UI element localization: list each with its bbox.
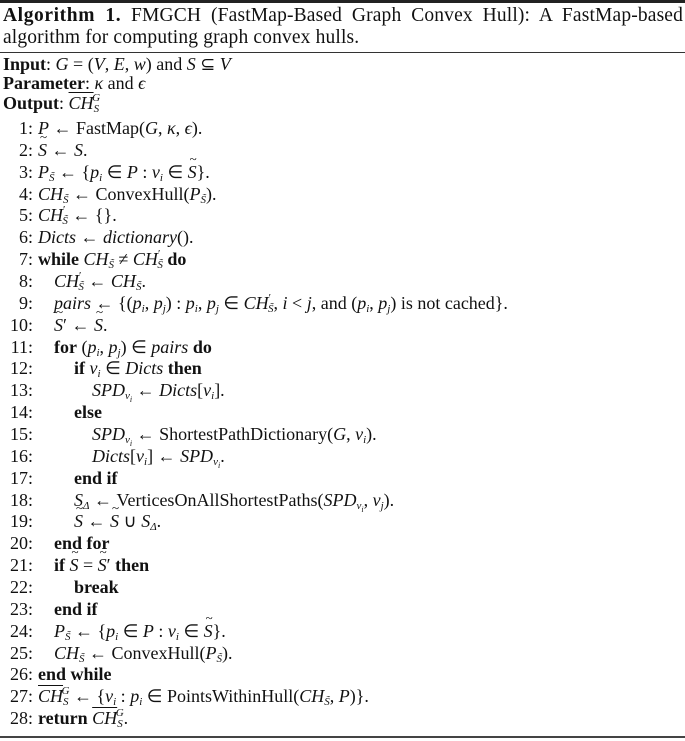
bottom-rule: [0, 736, 685, 738]
top-rule: [0, 0, 685, 3]
parameter-line: Parameter: κ and ϵ: [3, 73, 146, 93]
input-line: Input: G = (V, E, w) and S ⊆ V: [3, 54, 231, 74]
parameter-label: Parameter: [3, 73, 85, 93]
output-label: Output: [3, 93, 60, 113]
caption-text: FMGCH (FastMap-Based Graph Convex Hull): A FastMap-based algorithm for computing graph convex hulls.: [3, 5, 684, 48]
algorithm-caption: [3, 5, 683, 49]
header-rule: [0, 52, 685, 53]
output-line: Output: $\overline{CH}_S^G$: [3, 92, 101, 115]
algorithm-box: Algorithm 1. FMGCH (FastMap-Based Graph Convex Hull): A FastMap-based algorithm for computing graph convex hulls. Input: G = (V, E, w) and S ⊆ V Parameter: κ and ϵ Output: $\overline{CH}_S^G$ 1: P ← FastMap(G, κ, ϵ). 2: S ~ ← S. 3: $P_{S̃}$ ← {$p_i$ ∈ P : $v_i$ ∈ S ~}. 4: $CH_{S̃}$ ← $ConvexHull(P_{S̃})$. 5: $CH'_{S̃}$ ← {}. 6: Dicts ← dictionary(). 7: while $CH_{S̃} \ne CH'_{S̃}$ do 8: $CH'_{S̃}$ ← $CH_{S̃}$. 9: pairs ← {($p_i$, $p_j$) : $p_i$, $p_j$ ∈ $CH'_{S̃}$, i < j, and ($p_i$, $p_j$) is not cached}. 10: S ~′ ← S ~. 11: for ($p_i$, $p_j$) ∈ pairs do 12: if $v_i$ ∈ Dicts then 13: $SPD_{v_i}$ ← $Dicts[v_i]$. 14: else 15: $SPD_{v_i}$ ← ShortestPathDictionary(G, $v_i$). 16: $Dicts[v_i]$ ← $SPD_{v_i}$. 17: end if 18: $S_\Delta$ ← $VerticesOnAllShortestPaths(SPD_{v_i}$, $v_j$). 19: S ~ ← S ~ ∪ $S_\Delta$. 20: end for 21: if S ~ = S ~′ then 22: break 23: end if 24: $P_{S̃}$ ← {$p_i$ ∈ P : $v_i$ ∈ S ~}. 25: $CH_{S̃}$ ← $ConvexHull(P_{S̃})$. 26: end while 27: $\overline{CH}_S^G$ ← {$v_i$ : $p_i$ ∈ $PointsWithinHull(CH_{S̃}$, P)}. 28: return $\overline{CH}_S^G$.: [0, 0, 685, 741]
input-label: Input: [3, 54, 47, 74]
caption-label: Algorithm 1.: [3, 5, 122, 26]
